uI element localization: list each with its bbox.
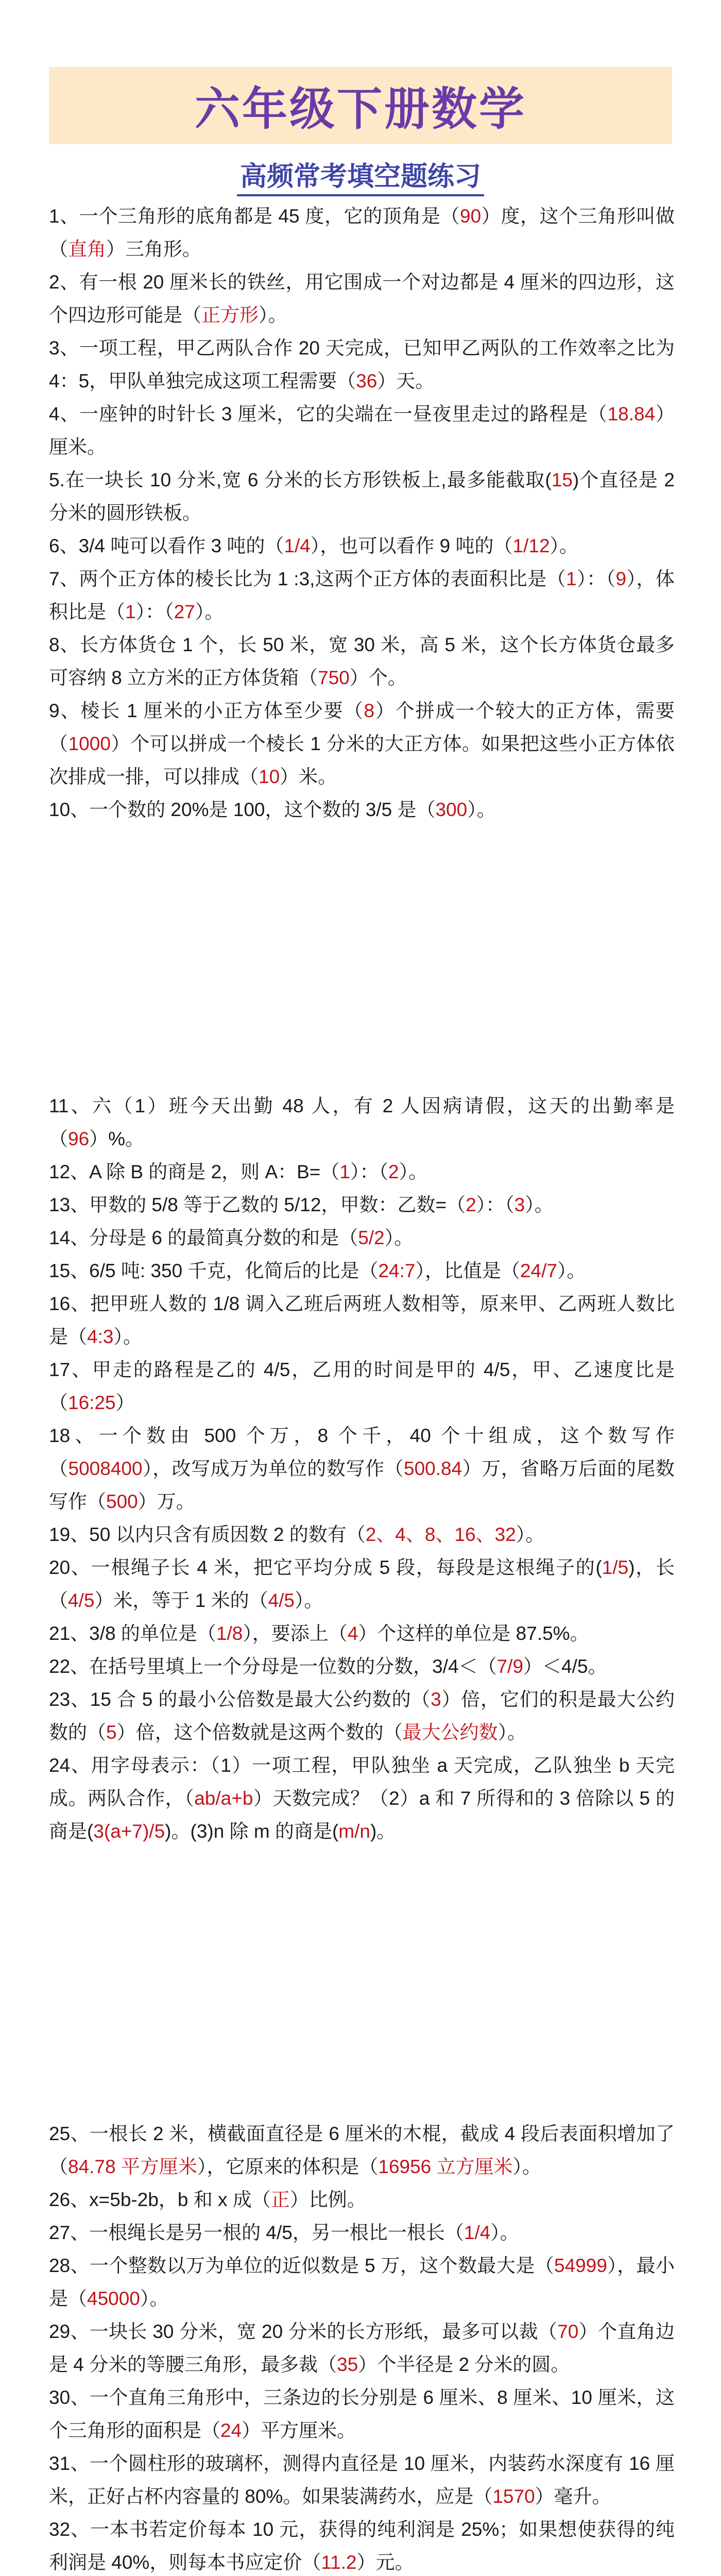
title-banner bbox=[49, 67, 672, 144]
question-text: ）。 bbox=[259, 304, 287, 326]
question-text: ）度，这个三角形叫做（ bbox=[49, 206, 675, 260]
question-text: 7、两个正方体的棱长比为 1 :3,这两个正方体的表面积比是（ bbox=[49, 568, 566, 589]
answer-text: 2 bbox=[466, 1194, 476, 1215]
question-text: ），体积比是（ bbox=[49, 568, 675, 622]
answer-text: 2、4、8、16、32 bbox=[365, 1524, 516, 1545]
question-text: 10、一个数的 20%是 100，这个数的 3/5 是（ bbox=[49, 799, 436, 820]
question-item bbox=[49, 563, 675, 629]
question-text: 16、把甲班人数的 1/8 调入乙班后两班人数相等，原来甲、乙两班人数比是（ bbox=[49, 1293, 675, 1347]
answer-text: 1/4 bbox=[464, 2222, 491, 2243]
question-section-2 bbox=[49, 1090, 675, 1848]
question-text: 11、六（1）班今天出勤 48 人，有 2 人因病请假，这天的出勤率是（ bbox=[49, 1095, 675, 1149]
question-text: 5.在一块长 10 分米,宽 6 分米的长方形铁板上,最多能截取( bbox=[49, 469, 552, 490]
question-text: ）。 bbox=[295, 1590, 323, 1611]
question-text: ）元。 bbox=[356, 2552, 414, 2573]
answer-text: 84.78 平方厘米 bbox=[68, 2156, 197, 2177]
question-text: ），比值是（ bbox=[415, 1260, 520, 1281]
answer-text: 54999 bbox=[554, 2255, 607, 2276]
question-item bbox=[49, 2381, 675, 2447]
question-item bbox=[49, 2216, 675, 2249]
question-item bbox=[49, 629, 675, 694]
question-text: 31、一个圆柱形的玻璃杯，测得内直径是 10 厘米，内装药水深度有 16 厘米，正好占杯内容量的 80%。如果装满药水，应是（ bbox=[49, 2453, 675, 2507]
question-text: 28、一个整数以万为单位的近似数是 5 万，这个数最大是（ bbox=[49, 2255, 555, 2276]
question-text: ）。 bbox=[399, 1161, 428, 1182]
question-text: ）。 bbox=[490, 2222, 519, 2243]
question-text: ）米。 bbox=[280, 766, 337, 787]
question-text: ）。 bbox=[384, 1227, 414, 1248]
answer-text: 16956 立方厘米 bbox=[378, 2156, 513, 2177]
question-item bbox=[49, 530, 675, 563]
answer-text: ab/a+b bbox=[194, 1788, 253, 1809]
answer-text: 500 bbox=[106, 1491, 138, 1512]
question-text: ）。 bbox=[550, 535, 579, 556]
question-item bbox=[49, 1222, 675, 1255]
question-text: 22、在括号里填上一个分母是一位数的分数，3/4＜（ bbox=[49, 1656, 497, 1677]
question-text: ）米，等于 1 米的（ bbox=[94, 1590, 268, 1611]
answer-text: m/n bbox=[338, 1821, 370, 1842]
answer-text: 1/5 bbox=[602, 1557, 629, 1578]
question-text: 6、3/4 吨可以看作 3 吨的（ bbox=[49, 535, 284, 556]
answer-text: 90 bbox=[460, 206, 482, 227]
answer-text: 24:7 bbox=[378, 1260, 416, 1281]
question-text: ）个可以拼成一个棱长 1 分米的大正方体。如果把这些小正方体依次排成一排，可以排成（ bbox=[49, 733, 675, 787]
question-text: 12、A 除 B 的商是 2，则 A：B=（ bbox=[49, 1161, 340, 1182]
question-text: ） bbox=[115, 1392, 135, 1413]
question-text: 14、分母是 6 的最简真分数的和是（ bbox=[49, 1227, 358, 1248]
question-text: )。 bbox=[370, 1821, 396, 1842]
subtitle-wrap bbox=[0, 155, 721, 193]
question-item bbox=[49, 266, 675, 332]
answer-text: 27 bbox=[174, 601, 195, 622]
answer-text: 1/4 bbox=[284, 535, 311, 556]
question-text: ）。 bbox=[140, 2288, 169, 2309]
question-text: 9、棱长 1 厘米的小正方体至少要（ bbox=[49, 700, 364, 721]
answer-text: 4 bbox=[347, 1623, 358, 1644]
question-text: 25、一根长 2 米，横截面直径是 6 厘米的木棍，截成 4 段后表面积增加了（ bbox=[49, 2123, 675, 2177]
question-text: 3、一项工程，甲乙两队合作 20 天完成，已知甲乙两队的工作效率之比为 4：5，甲队单独完成这项工程需要（ bbox=[49, 337, 675, 392]
answer-text: 1 bbox=[125, 601, 136, 622]
answer-text: 1/12 bbox=[512, 535, 550, 556]
question-item bbox=[49, 1551, 675, 1617]
question-item bbox=[49, 1090, 675, 1156]
answer-text: 1 bbox=[339, 1161, 350, 1182]
question-item bbox=[49, 464, 675, 530]
question-text: ）%。 bbox=[89, 1128, 145, 1149]
question-text: ）万。 bbox=[138, 1491, 195, 1512]
question-text: 32、一本书若定价每本 10 元，获得的纯利润是 25%；如果想使获得的纯利润是 40%，则每本书应定价（ bbox=[49, 2519, 675, 2573]
question-text: 24、用字母表示：（1）一项工程，甲队独坐 a 天完成，乙队独坐 b 天完成。两队合作，（ bbox=[49, 1755, 675, 1809]
answer-text: 36 bbox=[356, 370, 377, 392]
answer-text: 8 bbox=[364, 700, 375, 721]
answer-text: 3(a+7)/5 bbox=[93, 1821, 165, 1842]
question-text: 26、x=5b-2b，b 和 x 成（ bbox=[49, 2189, 271, 2210]
question-text: 17、甲走的路程是乙的 4/5，乙用的时间是甲的 4/5，甲、乙速度比是（ bbox=[49, 1359, 675, 1413]
answer-text: 16:25 bbox=[68, 1392, 116, 1413]
question-text: ）：（ bbox=[135, 601, 174, 622]
answer-text: 70 bbox=[557, 2321, 579, 2342]
question-text: ）个拼成一个较大的正方体，需要（ bbox=[49, 700, 675, 754]
question-item bbox=[49, 2447, 675, 2513]
question-text: ）。 bbox=[195, 601, 224, 622]
question-text: ）倍，它们的积是最大公约数的（ bbox=[49, 1689, 675, 1743]
question-text: ）个这样的单位是 87.5%。 bbox=[358, 1623, 589, 1644]
answer-text: 96 bbox=[68, 1128, 90, 1149]
question-text: ）天数完成？（2）a 和 7 所得和的 3 倍除以 5 的商是( bbox=[49, 1788, 675, 1842]
page-subtitle: 高频常考填空题练习 bbox=[237, 161, 484, 196]
question-text: ）：（ bbox=[350, 1161, 388, 1182]
question-text: 30、一个直角三角形中，三条边的长分别是 6 厘米、8 厘米、10 厘米，这个三角形的面积是（ bbox=[49, 2387, 675, 2441]
question-item bbox=[49, 1749, 675, 1848]
question-text: ）厘米。 bbox=[49, 403, 675, 457]
question-item bbox=[49, 2117, 675, 2183]
question-text: ）天。 bbox=[377, 370, 435, 392]
answer-text: 300 bbox=[435, 799, 468, 820]
question-text: 1、一个三角形的底角都是 45 度，它的顶角是（ bbox=[49, 206, 460, 227]
question-text: )个直径是 2 分米的圆形铁板。 bbox=[49, 469, 675, 523]
answer-text: 24 bbox=[220, 2420, 242, 2441]
question-text: 8、长方体货仓 1 个，长 50 米，宽 30 米，高 5 米，这个长方体货仓最多可容纳 8 立方米的正方体货箱（ bbox=[49, 634, 675, 688]
question-text: 27、一根绳长是另一根的 4/5，另一根比一根长（ bbox=[49, 2222, 464, 2243]
answer-text: 45000 bbox=[87, 2288, 140, 2309]
question-item bbox=[49, 1683, 675, 1749]
question-text: ）。 bbox=[512, 2156, 542, 2177]
answer-text: 5/2 bbox=[358, 1227, 385, 1248]
answer-text: 4:3 bbox=[87, 1326, 114, 1347]
answer-text: 24/7 bbox=[520, 1260, 557, 1281]
question-item bbox=[49, 694, 675, 793]
question-text: ）平方厘米。 bbox=[242, 2420, 356, 2441]
question-text: ），最小是（ bbox=[49, 2255, 675, 2309]
page-title: 六年级下册数学 bbox=[194, 82, 526, 135]
question-item bbox=[49, 1189, 675, 1222]
question-text: ）。 bbox=[525, 1194, 554, 1215]
answer-text: 11.2 bbox=[321, 2552, 357, 2573]
question-text: ）。 bbox=[516, 1524, 545, 1545]
question-item bbox=[49, 2249, 675, 2315]
question-text: 23、15 合 5 的最小公倍数是最大公约数的（ bbox=[49, 1689, 431, 1710]
question-text: 21、3/8 的单位是（ bbox=[49, 1623, 216, 1644]
question-text: 4、一座钟的时针长 3 厘米，它的尖端在一昼夜里走过的路程是（ bbox=[49, 403, 608, 425]
question-text: ）三角形。 bbox=[106, 239, 201, 260]
question-text: ）个。 bbox=[349, 667, 407, 688]
question-text: ）比例。 bbox=[289, 2189, 366, 2210]
question-text: )。(3)n 除 m 的商是( bbox=[165, 1821, 339, 1842]
answer-text: 3 bbox=[431, 1689, 441, 1710]
question-text: ）。 bbox=[497, 1722, 527, 1743]
answer-text: 最大公约数 bbox=[402, 1722, 498, 1743]
question-item bbox=[49, 398, 675, 464]
answer-text: 9 bbox=[615, 568, 627, 589]
question-text: 18、一个数由 500 个万，8 个千，40 个十组成，这个数写作（ bbox=[49, 1425, 675, 1479]
answer-text: 7/9 bbox=[496, 1656, 524, 1677]
question-item bbox=[49, 2513, 675, 2576]
question-text: ）万，省略万后面的尾数写作（ bbox=[49, 1458, 675, 1512]
question-text: ）。 bbox=[467, 799, 496, 820]
answer-text: 直角 bbox=[68, 239, 106, 260]
answer-text: 2 bbox=[388, 1161, 399, 1182]
question-text: ）＜4/5。 bbox=[523, 1656, 607, 1677]
question-text: ），要添上（ bbox=[243, 1623, 348, 1644]
question-item bbox=[49, 332, 675, 398]
question-text: 19、50 以内只含有质因数 2 的数有（ bbox=[49, 1524, 366, 1545]
question-text: ）：（ bbox=[576, 568, 616, 589]
question-text: )，长（ bbox=[49, 1557, 675, 1611]
question-text: ），它原来的体积是（ bbox=[197, 2156, 379, 2177]
answer-text: 10 bbox=[259, 766, 280, 787]
answer-text: 35 bbox=[337, 2354, 358, 2375]
answer-text: 1570 bbox=[492, 2486, 535, 2507]
question-text: 2、有一根 20 厘米长的铁丝，用它围成一个对边都是 4 厘米的四边形，这个四边形可能是（ bbox=[49, 272, 675, 326]
question-item bbox=[49, 1156, 675, 1189]
question-item bbox=[49, 2183, 675, 2216]
question-text: ）。 bbox=[113, 1326, 142, 1347]
question-text: 15、6/5 吨: 350 千克，化简后的比是（ bbox=[49, 1260, 379, 1281]
question-text: ）个直角边是 4 分米的等腰三角形，最多裁（ bbox=[49, 2321, 675, 2375]
question-item bbox=[49, 793, 675, 826]
question-section-3 bbox=[49, 2117, 675, 2576]
question-text: ）个半径是 2 分米的圆。 bbox=[358, 2354, 570, 2375]
question-section-1 bbox=[49, 200, 675, 826]
question-item bbox=[49, 1650, 675, 1683]
question-item bbox=[49, 2315, 675, 2381]
answer-text: 750 bbox=[318, 667, 350, 688]
answer-text: 500.84 bbox=[404, 1458, 462, 1479]
question-item bbox=[49, 1287, 675, 1353]
answer-text: 4/5 bbox=[68, 1590, 95, 1611]
question-item bbox=[49, 1617, 675, 1650]
answer-text: 正方形 bbox=[201, 304, 259, 326]
question-text: ）。 bbox=[557, 1260, 586, 1281]
question-item bbox=[49, 1518, 675, 1551]
answer-text: 1000 bbox=[68, 733, 111, 754]
question-text: 13、甲数的 5/8 等于乙数的 5/12，甲数：乙数=（ bbox=[49, 1194, 466, 1215]
question-text: ），也可以看作 9 吨的（ bbox=[310, 535, 513, 556]
question-text: 29、一块长 30 分米，宽 20 分米的长方形纸，最多可以裁（ bbox=[49, 2321, 558, 2342]
answer-text: 1/8 bbox=[216, 1623, 243, 1644]
question-item bbox=[49, 1353, 675, 1419]
question-text: ），改写成万为单位的数写作（ bbox=[142, 1458, 404, 1479]
answer-text: 18.84 bbox=[607, 403, 656, 425]
answer-text: 15 bbox=[551, 469, 573, 490]
answer-text: 1 bbox=[566, 568, 577, 589]
answer-text: 5 bbox=[106, 1722, 117, 1743]
question-text: ）：（ bbox=[476, 1194, 514, 1215]
answer-text: 正 bbox=[270, 2189, 290, 2210]
question-item bbox=[49, 200, 675, 266]
question-item bbox=[49, 1255, 675, 1287]
answer-text: 3 bbox=[514, 1194, 525, 1215]
answer-text: 5008400 bbox=[68, 1458, 143, 1479]
question-text: ）倍，这个倍数就是这两个数的（ bbox=[116, 1722, 403, 1743]
question-text: ）毫升。 bbox=[535, 2486, 611, 2507]
question-item bbox=[49, 1419, 675, 1518]
question-text: 20、一根绳子长 4 米，把它平均分成 5 段，每段是这根绳子的( bbox=[49, 1557, 602, 1578]
answer-text: 4/5 bbox=[268, 1590, 295, 1611]
